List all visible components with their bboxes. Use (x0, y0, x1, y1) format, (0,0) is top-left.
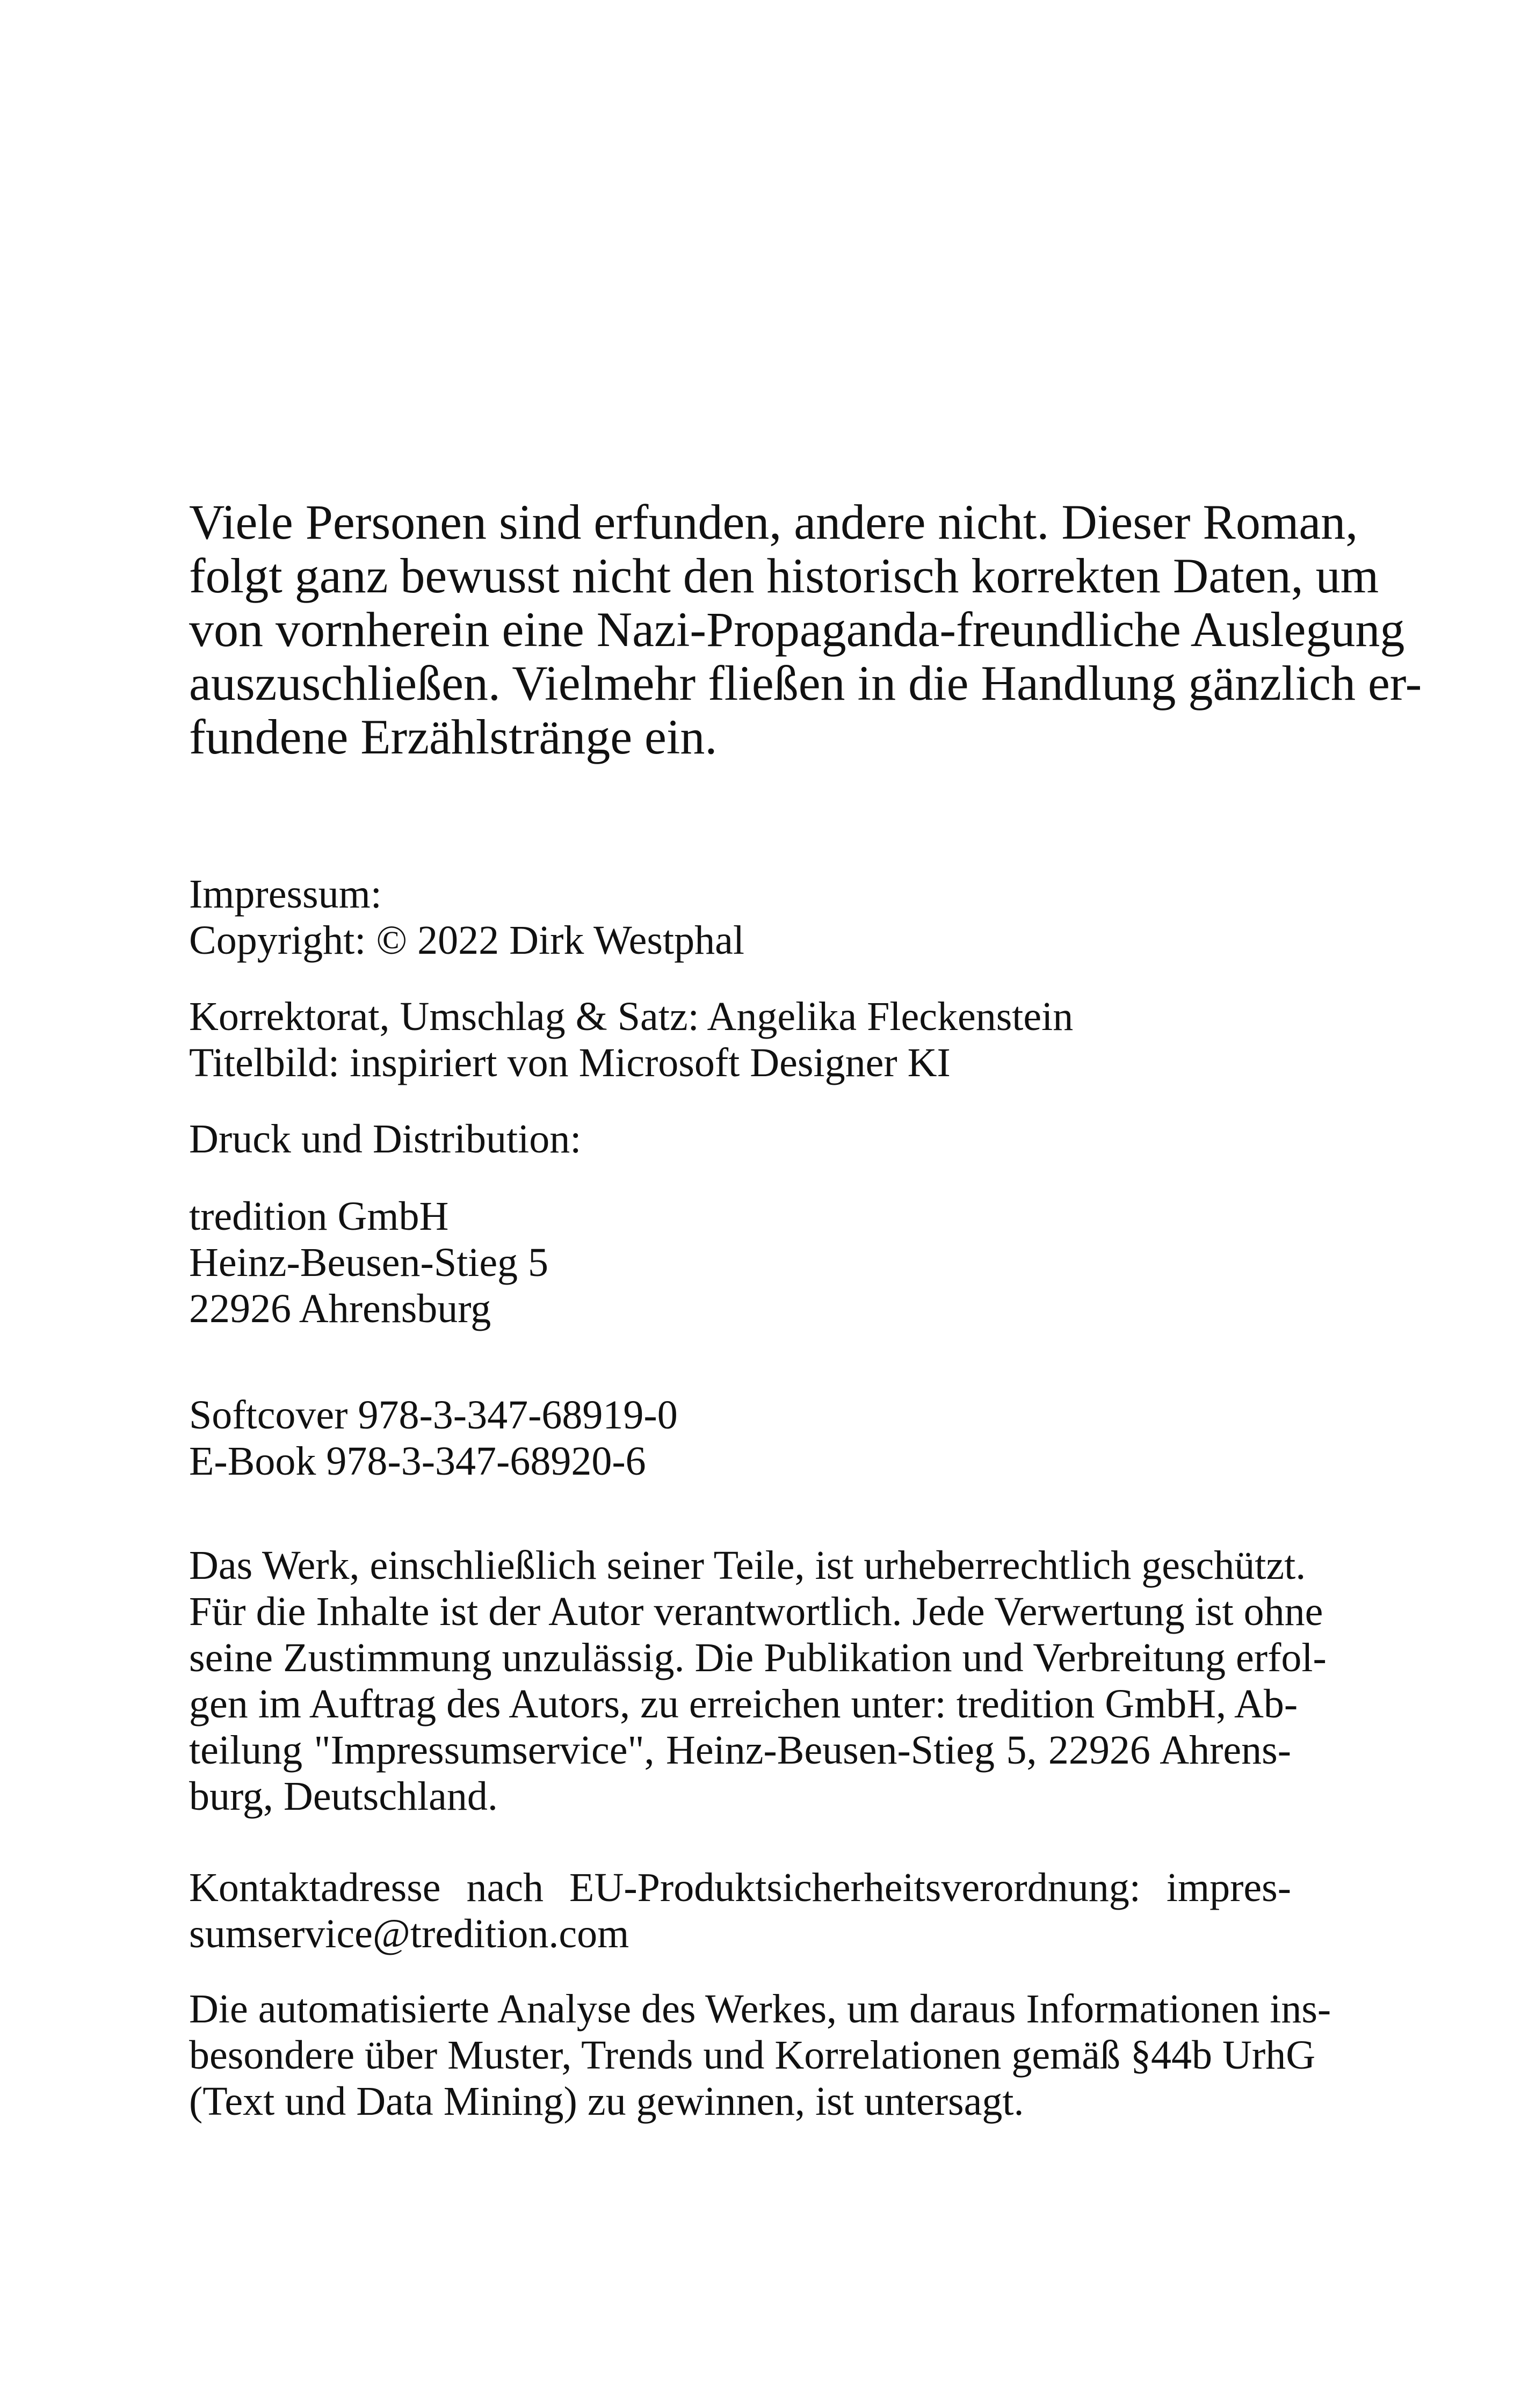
isbn-list (189, 1392, 1291, 1484)
tdm-line: (Text und Data Mining) zu gewinnen, ist untersagt. (189, 2079, 1024, 2124)
rights-line: burg, Deutschland. (189, 1774, 498, 1819)
impressum-header (189, 871, 1291, 963)
address-line: Heinz-Beusen-Stieg 5 (189, 1240, 549, 1285)
intro-line: folgt ganz bewusst nicht den historisch korrekten Daten, um (189, 548, 1379, 603)
address-line: 22926 Ahrensburg (189, 1286, 491, 1331)
address-line: tredition GmbH (189, 1194, 449, 1239)
contact-notice (189, 1865, 1291, 1957)
publisher-address (189, 1193, 1291, 1332)
rights-line: Das Werk, einschließlich seiner Teile, ist urheberrechtlich geschützt. (189, 1543, 1306, 1588)
intro-line: von vornherein eine Nazi-Propaganda-freundliche Auslegung (189, 602, 1405, 657)
contact-line: Kontaktadresse nach EU-Produktsicherheitsverordnung: impres- (189, 1865, 1291, 1910)
isbn-line: E-Book 978-3-347-68920-6 (189, 1439, 646, 1484)
rights-notice (189, 1542, 1327, 1819)
intro-line: Viele Personen sind erfunden, andere nicht. Dieser Roman, (189, 495, 1358, 549)
distribution-label (189, 1116, 1291, 1162)
tdm-line: Die automatisierte Analyse des Werkes, um daraus Informationen ins- (189, 1986, 1331, 2032)
copyright-line: Copyright: © 2022 Dirk Westphal (189, 918, 744, 963)
intro-paragraph (189, 495, 1422, 764)
rights-line: teilung "Impressumservice", Heinz-Beusen-Stieg 5, 22926 Ahrens- (189, 1728, 1291, 1773)
rights-line: Für die Inhalte ist der Autor verantwortlich. Jede Verwertung ist ohne (189, 1589, 1323, 1634)
tdm-line: besondere über Muster, Trends und Korrelationen gemäß §44b UrhG (189, 2033, 1316, 2078)
rights-line: gen im Auftrag des Autors, zu erreichen unter: tredition GmbH, Ab- (189, 1681, 1298, 1727)
impressum-heading: Impressum: (189, 872, 382, 917)
credits (189, 993, 1291, 1086)
credit-line: Titelbild: inspiriert von Microsoft Designer KI (189, 1040, 951, 1085)
credit-line: Korrektorat, Umschlag & Satz: Angelika Fleckenstein (189, 994, 1074, 1039)
intro-line: auszuschließen. Vielmehr fließen in die Handlung gänzlich er- (189, 656, 1422, 710)
rights-line: seine Zustimmung unzulässig. Die Publikation und Verbreitung erfol- (189, 1635, 1327, 1680)
text-data-mining-notice (189, 1986, 1331, 2124)
distribution-label-text: Druck und Distribution: (189, 1116, 582, 1162)
intro-line: fundene Erzählstränge ein. (189, 709, 718, 764)
contact-line: sumservice@tredition.com (189, 1911, 629, 1956)
isbn-line: Softcover 978-3-347-68919-0 (189, 1392, 678, 1438)
